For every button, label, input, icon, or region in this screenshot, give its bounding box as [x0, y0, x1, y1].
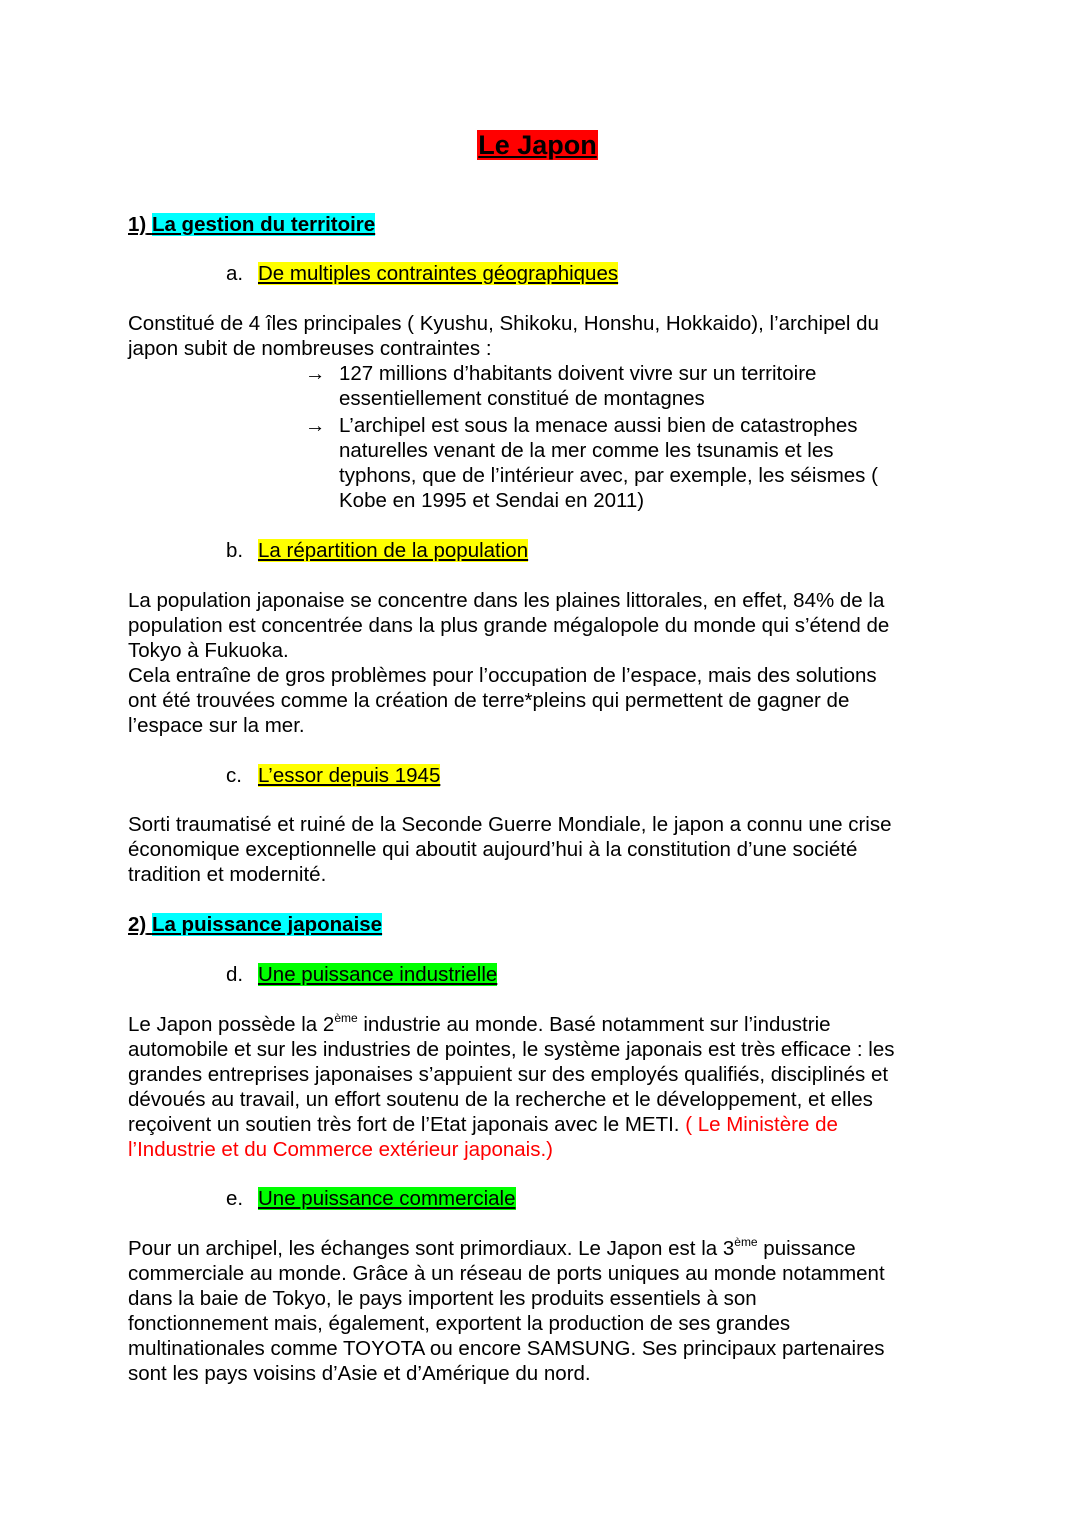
text-line: naturelles venant de la mer comme les tsunamis et les: [339, 439, 834, 462]
subsection-c-heading: [226, 763, 440, 788]
text-line: dans la baie de Tokyo, le pays importent les produits essentiels à son: [128, 1287, 757, 1310]
subsection-d-letter: d.: [226, 963, 244, 986]
subsection-a-letter: a.: [226, 262, 244, 285]
section-2-label: La puissance japonaise: [151, 913, 383, 936]
text-line: [128, 1112, 895, 1137]
arrow-icon: →: [305, 414, 326, 437]
text-line: commerciale au monde. Grâce à un réseau de ports uniques au monde notamment: [128, 1262, 885, 1285]
text-line: 127 millions d’habitants doivent vivre sur un territoire: [339, 362, 817, 385]
text-line: tradition et modernité.: [128, 863, 327, 886]
text-line: typhons, que de l’intérieur avec, par exemple, les séismes (: [339, 464, 878, 487]
paragraph-b: [128, 588, 889, 738]
text-line: essentiellement constitué de montagnes: [339, 387, 705, 410]
section-2-heading: [128, 912, 382, 937]
text-line: économique exceptionnelle qui aboutit aujourd’hui à la constitution d’une société: [128, 838, 858, 861]
text-line: ont été trouvées comme la création de terre*pleins qui permettent de gagner de: [128, 689, 850, 712]
superscript: ème: [334, 1011, 358, 1025]
subsection-e-label: Une puissance commerciale: [258, 1187, 516, 1210]
subsection-c-label: L’essor depuis 1945: [258, 764, 441, 787]
text-line: La population japonaise se concentre dans les plaines littorales, en effet, 84% de la: [128, 589, 885, 612]
text-line: dévoués au travail, un effort soutenu de la recherche et le développement, et elles: [128, 1088, 873, 1111]
subsection-b-heading: [226, 538, 528, 563]
paragraph-e: [128, 1236, 885, 1386]
text-line: fonctionnement mais, également, exportent la production de ses grandes: [128, 1312, 791, 1335]
text-line: Kobe en 1995 et Sendai en 2011): [339, 489, 645, 512]
text-line: automobile et sur les industries de pointes, le système japonais est très efficace : les: [128, 1038, 895, 1061]
text-line: sont les pays voisins d’Asie et d’Amérique du nord.: [128, 1362, 591, 1385]
text-line: Cela entraîne de gros problèmes pour l’occupation de l’espace, mais des solutions: [128, 664, 877, 687]
subsection-d-heading: [226, 962, 497, 987]
subsection-b-label: La répartition de la population: [258, 539, 529, 562]
text-line: Constitué de 4 îles principales ( Kyushu, Shikoku, Honshu, Hokkaido), l’archipel du: [128, 312, 879, 335]
arrow-icon: →: [305, 362, 326, 385]
text-line: japon subit de nombreuses contraintes :: [128, 337, 492, 360]
paragraph-d: [128, 1012, 895, 1162]
text-line: L’archipel est sous la menace aussi bien de catastrophes: [339, 414, 858, 437]
subsection-b-letter: b.: [226, 539, 244, 562]
text-line: grandes entreprises japonaises s’appuient sur des employés qualifiés, disciplinés et: [128, 1063, 889, 1086]
text-span: Le Japon possède la 2: [128, 1013, 335, 1036]
paragraph-c: [128, 812, 892, 887]
bullet-1: [305, 361, 816, 411]
subsection-c-letter: c.: [226, 764, 242, 787]
text-span: reçoivent un soutien très fort de l’Etat japonais avec le METI.: [128, 1113, 686, 1136]
text-line: [128, 1012, 895, 1037]
document-title: [0, 128, 1075, 162]
section-1-label: La gestion du territoire: [151, 213, 376, 236]
bullet-2: [305, 413, 878, 513]
paragraph-a-intro: [128, 311, 879, 361]
section-2-number: 2): [128, 913, 147, 936]
section-1-heading: [128, 212, 375, 237]
meti-note: ( Le Ministère de: [685, 1113, 838, 1136]
text-line: Sorti traumatisé et ruiné de la Seconde Guerre Mondiale, le japon a connu une crise: [128, 813, 892, 836]
document-title-text: Le Japon: [478, 130, 597, 160]
text-line: [128, 1236, 885, 1261]
subsection-e-letter: e.: [226, 1187, 244, 1210]
text-span: industrie au monde. Basé notamment sur l’industrie: [357, 1013, 831, 1036]
text-line: l’espace sur la mer.: [128, 714, 305, 737]
text-line: population est concentrée dans la plus grande mégalopole du monde qui s’étend de: [128, 614, 890, 637]
text-line: multinationales comme TOYOTA ou encore SAMSUNG. Ses principaux partenaires: [128, 1337, 885, 1360]
superscript: ème: [734, 1235, 758, 1249]
subsection-d-label: Une puissance industrielle: [258, 963, 498, 986]
subsection-e-heading: [226, 1186, 516, 1211]
text-span: puissance: [757, 1237, 856, 1260]
text-line: Tokyo à Fukuoka.: [128, 639, 289, 662]
subsection-a-heading: [226, 261, 618, 286]
meti-note-continued: l’Industrie et du Commerce extérieur japonais.): [128, 1138, 553, 1161]
section-1-number: 1): [128, 213, 147, 236]
subsection-a-label: De multiples contraintes géographiques: [258, 262, 619, 285]
text-span: Pour un archipel, les échanges sont primordiaux. Le Japon est la 3: [128, 1237, 735, 1260]
